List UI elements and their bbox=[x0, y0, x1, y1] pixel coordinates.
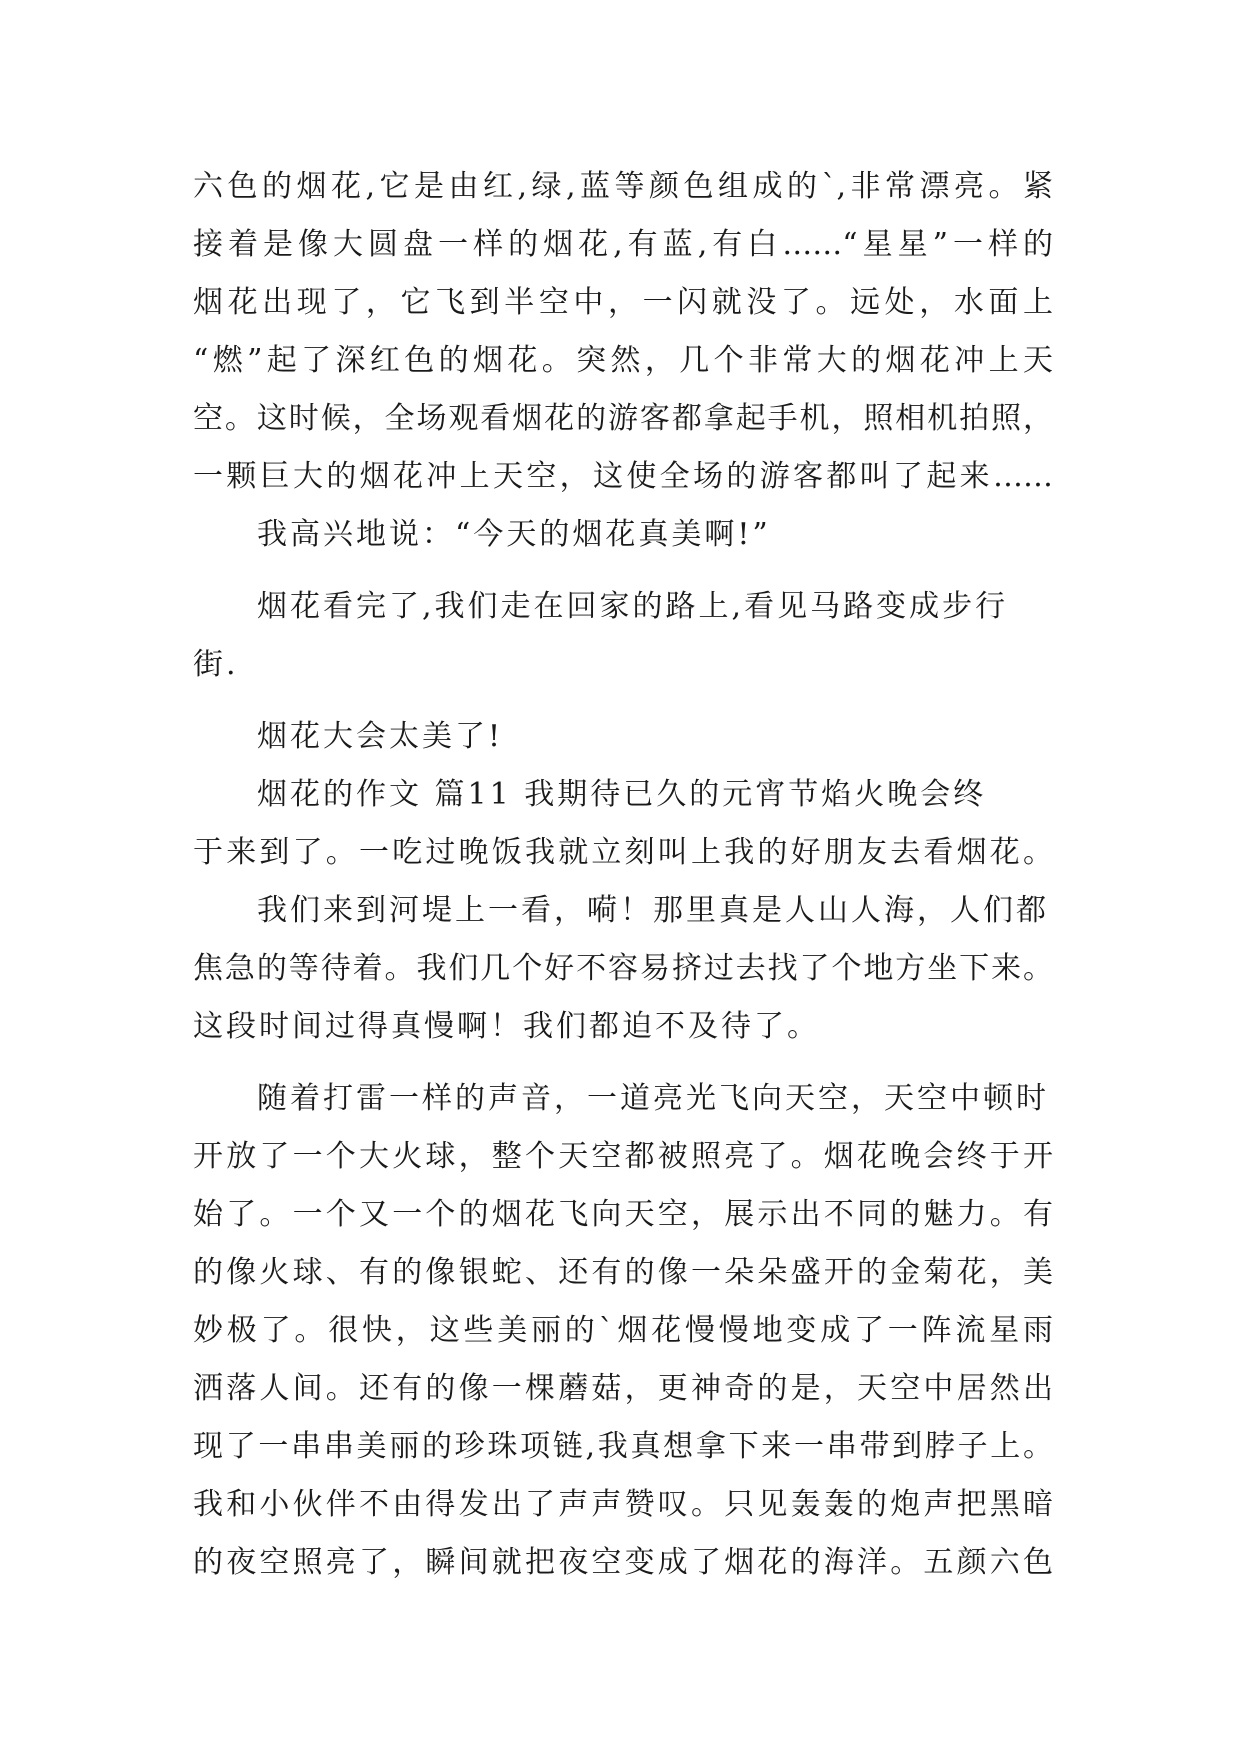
text-line: 街. bbox=[193, 647, 239, 682]
text-line: 妙极了。很快，这些美丽的`烟花慢慢地变成了一阵流星雨 bbox=[193, 1313, 1053, 1348]
text-line: 随着打雷一样的声音，一道亮光飞向天空，天空中顿时 bbox=[257, 1081, 1049, 1116]
text-line: 我们来到河堤上一看，嗬！那里真是人山人海，人们都 bbox=[257, 893, 1049, 928]
text-line: 我和小伙伴不由得发出了声声赞叹。只见轰轰的炮声把黑暗 bbox=[193, 1487, 1053, 1522]
text-line: 烟花大会太美了! bbox=[257, 719, 504, 754]
text-line: 我高兴地说：“今天的烟花真美啊!” bbox=[257, 517, 771, 552]
text-line: 的夜空照亮了，瞬间就把夜空变成了烟花的海洋。五颜六色 bbox=[193, 1545, 1053, 1580]
text-line: 一颗巨大的烟花冲上天空，这使全场的游客都叫了起来…… bbox=[193, 459, 1053, 494]
text-line: 于来到了。一吃过晚饭我就立刻叫上我的好朋友去看烟花。 bbox=[193, 835, 1053, 870]
text-line: 烟花出现了，它飞到半空中，一闪就没了。远处，水面上 bbox=[193, 285, 1053, 320]
text-line: 焦急的等待着。我们几个好不容易挤过去找了个地方坐下来。 bbox=[193, 951, 1053, 986]
text-line: “燃”起了深红色的烟花。突然，几个非常大的烟花冲上天 bbox=[193, 343, 1053, 378]
text-line: 始了。一个又一个的烟花飞向天空，展示出不同的魅力。有 bbox=[193, 1197, 1053, 1232]
text-line: 开放了一个大火球，整个天空都被照亮了。烟花晚会终于开 bbox=[193, 1139, 1053, 1174]
section-heading-line: 烟花的作文 篇11 我期待已久的元宵节焰火晚会终 bbox=[257, 777, 987, 812]
essay-body bbox=[193, 158, 1053, 1592]
text-line: 空。这时候，全场观看烟花的游客都拿起手机，照相机拍照， bbox=[193, 401, 1053, 436]
text-line: 六色的烟花,它是由红,绿,蓝等颜色组成的`,非常漂亮。紧 bbox=[193, 169, 1053, 204]
text-line: 洒落人间。还有的像一棵蘑菇，更神奇的是，天空中居然出 bbox=[193, 1371, 1053, 1406]
text-line: 接着是像大圆盘一样的烟花,有蓝,有白……“星星”一样的 bbox=[193, 227, 1053, 262]
text-line: 现了一串串美丽的珍珠项链,我真想拿下来一串带到脖子上。 bbox=[193, 1429, 1053, 1464]
text-line: 的像火球、有的像银蛇、还有的像一朵朵盛开的金菊花，美 bbox=[193, 1255, 1053, 1290]
text-line: 烟花看完了,我们走在回家的路上,看见马路变成步行 bbox=[257, 589, 1009, 624]
text-line: 这段时间过得真慢啊！我们都迫不及待了。 bbox=[193, 1009, 820, 1044]
